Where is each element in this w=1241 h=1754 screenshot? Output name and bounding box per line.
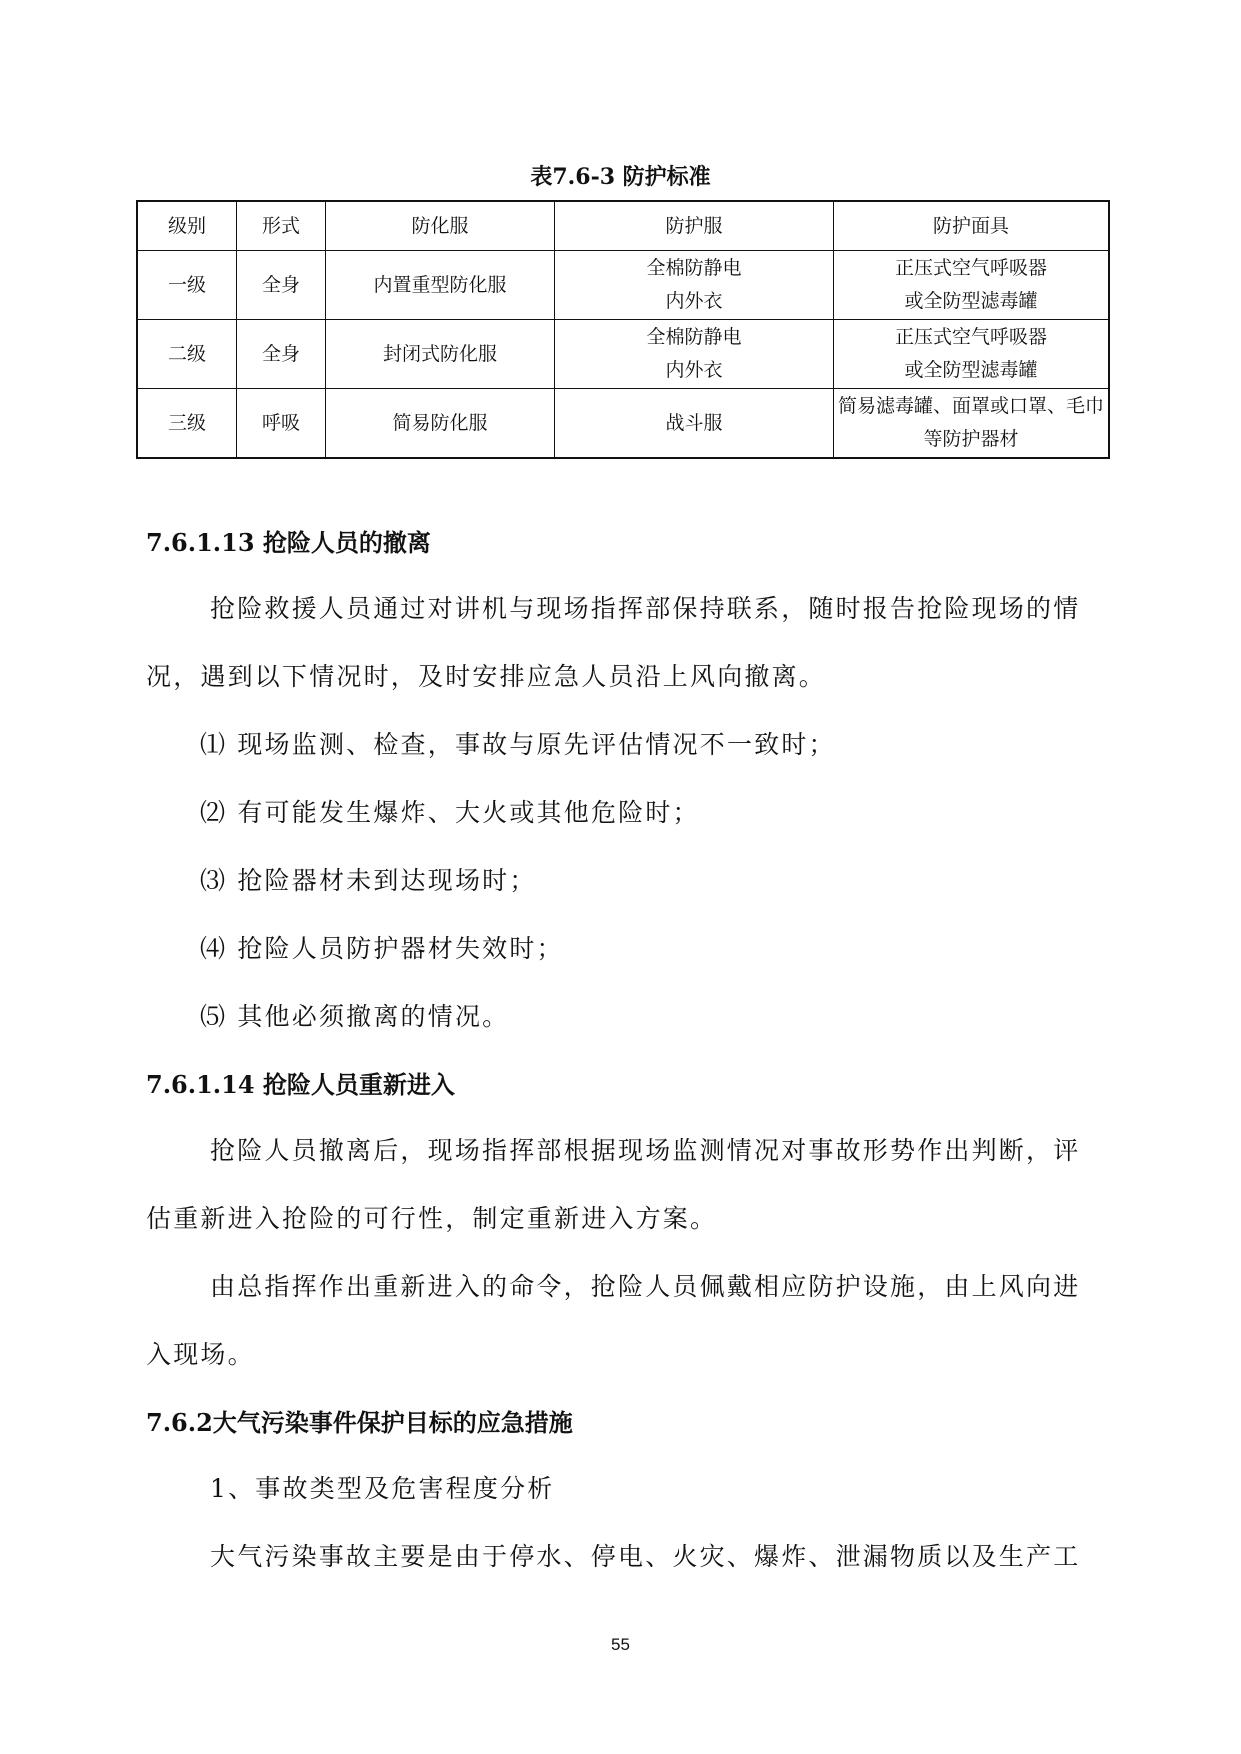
paragraph-line: 抢险人员撤离后，现场指挥部根据现场监测情况对事故形势作出判断，评 bbox=[210, 1136, 1081, 1165]
protect-suit-cell bbox=[555, 389, 834, 459]
header-cell: 防护面具 bbox=[834, 201, 1110, 251]
level-cell: 一级 bbox=[137, 251, 237, 320]
section-heading: 7.6.1.14 抢险人员重新进入 bbox=[146, 1070, 455, 1099]
mask-cell bbox=[834, 251, 1110, 320]
paragraph-line: 入现场。 bbox=[146, 1340, 255, 1369]
cell-line: 或全防型滤毒罐 bbox=[904, 359, 1038, 381]
paragraph-line: 况，遇到以下情况时，及时安排应急人员沿上风向撤离。 bbox=[146, 662, 827, 691]
table-row bbox=[137, 251, 1109, 320]
list-item: ⑷ 抢险人员防护器材失效时； bbox=[200, 934, 564, 963]
list-item: ⑴ 现场监测、检查，事故与原先评估情况不一致时； bbox=[200, 730, 836, 759]
section-heading: 7.6.1.13 抢险人员的撤离 bbox=[146, 528, 431, 557]
table-row bbox=[137, 389, 1109, 459]
cell-line: 正压式空气呼吸器 bbox=[894, 257, 1047, 279]
table-row bbox=[137, 320, 1109, 389]
protection-standard-table bbox=[136, 200, 1110, 459]
paragraph-line: 估重新进入抢险的可行性，制定重新进入方案。 bbox=[146, 1204, 718, 1233]
cell-line: 内外衣 bbox=[665, 290, 723, 312]
header-cell: 级别 bbox=[137, 201, 237, 251]
level-cell: 三级 bbox=[137, 389, 237, 459]
section-heading: 7.6.2大气污染事件保护目标的应急措施 bbox=[146, 1408, 573, 1437]
list-item: ⑸ 其他必须撤离的情况。 bbox=[200, 1002, 510, 1031]
form-cell: 全身 bbox=[237, 320, 326, 389]
cell-line: 全棉防静电 bbox=[646, 326, 742, 348]
chem-suit-cell: 简易防化服 bbox=[326, 389, 555, 459]
level-cell: 二级 bbox=[137, 320, 237, 389]
table-title: 表7.6-3 防护标准 bbox=[530, 164, 711, 190]
cell-line: 内外衣 bbox=[665, 359, 723, 381]
paragraph-line: 抢险救援人员通过对讲机与现场指挥部保持联系，随时报告抢险现场的情 bbox=[210, 594, 1081, 623]
form-cell: 呼吸 bbox=[237, 389, 326, 459]
chem-suit-cell: 内置重型防化服 bbox=[326, 251, 555, 320]
protect-suit-cell bbox=[555, 320, 834, 389]
list-item: ⑶ 抢险器材未到达现场时； bbox=[200, 866, 537, 895]
header-cell: 形式 bbox=[237, 201, 326, 251]
form-cell: 全身 bbox=[237, 251, 326, 320]
chem-suit-cell: 封闭式防化服 bbox=[326, 320, 555, 389]
subheading: 1、事故类型及危害程度分析 bbox=[210, 1474, 555, 1503]
cell-line: 全棉防静电 bbox=[646, 257, 742, 279]
header-cell: 防化服 bbox=[326, 201, 555, 251]
cell-line: 简易滤毒罐、面罩或口罩、毛巾 bbox=[838, 395, 1105, 417]
cell-line: 或全防型滤毒罐 bbox=[904, 290, 1038, 312]
cell-line: 战斗服 bbox=[665, 411, 723, 434]
mask-cell bbox=[834, 389, 1110, 459]
protect-suit-cell bbox=[555, 251, 834, 320]
list-item: ⑵ 有可能发生爆炸、大火或其他危险时； bbox=[200, 798, 700, 827]
paragraph-line: 大气污染事故主要是由于停水、停电、火灾、爆炸、泄漏物质以及生产工 bbox=[210, 1542, 1081, 1571]
mask-cell bbox=[834, 320, 1110, 389]
paragraph-line: 由总指挥作出重新进入的命令，抢险人员佩戴相应防护设施，由上风向进 bbox=[210, 1272, 1081, 1301]
header-cell: 防护服 bbox=[555, 201, 834, 251]
table-header-row bbox=[137, 201, 1109, 251]
cell-line: 正压式空气呼吸器 bbox=[894, 326, 1047, 348]
page-number: 55 bbox=[611, 1635, 630, 1654]
cell-line: 等防护器材 bbox=[923, 428, 1019, 450]
